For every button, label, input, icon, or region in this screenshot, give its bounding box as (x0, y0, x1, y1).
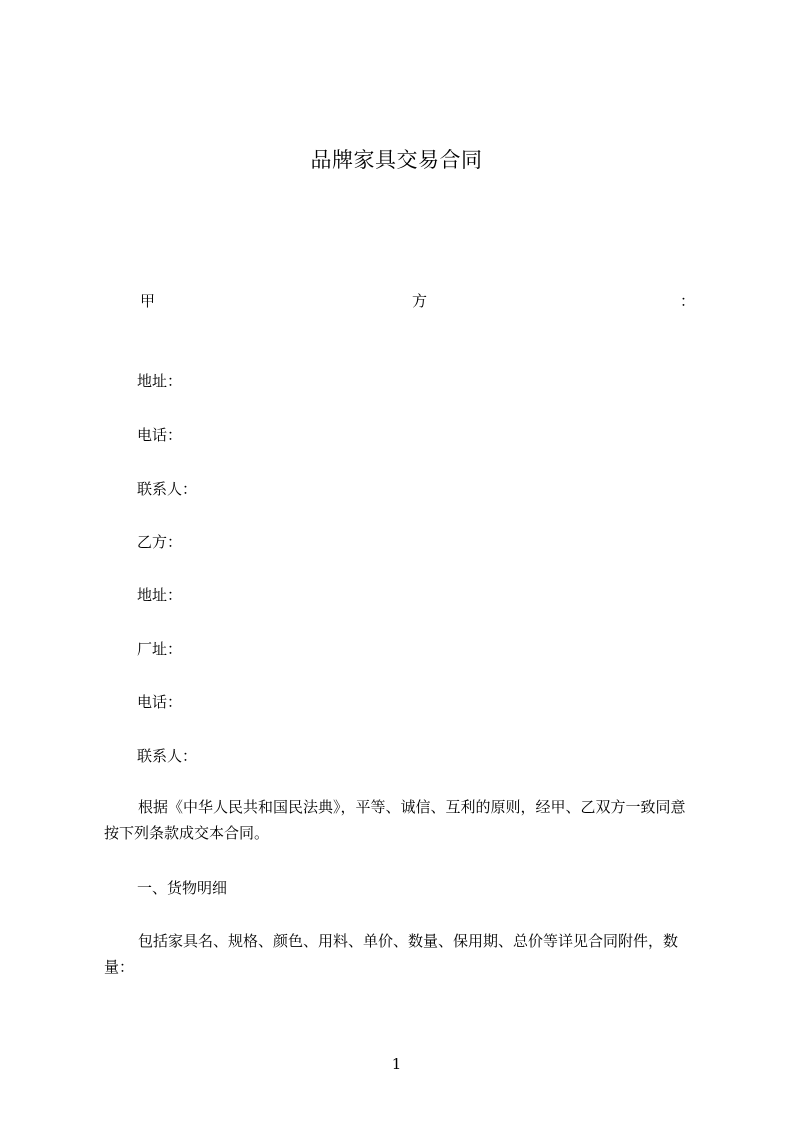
party-b-contact: 联系人： (137, 747, 198, 765)
party-a-contact: 联系人： (137, 480, 198, 498)
party-a-line (140, 290, 695, 312)
intro-paragraph: 根据《中华人民共和国民法典》，平等、诚信、互利的原则，经甲、乙双方一致同意按下列条款成交本合同。 (104, 798, 686, 842)
party-a-phone: 电话： (137, 426, 183, 444)
party-a-address: 地址： (137, 372, 183, 390)
party-b-phone: 电话： (137, 693, 183, 711)
document-title: 品牌家具交易合同 (310, 148, 483, 172)
party-b-address: 地址： (137, 586, 183, 604)
section-1-heading: 一、货物明细 (137, 879, 228, 897)
section-1-paragraph: 包括家具名、规格、颜色、用料、单价、数量、保用期、总价等详见合同附件，数量： (104, 932, 679, 976)
party-b-label: 乙方： (137, 533, 183, 551)
page-number: 1 (391, 1055, 402, 1073)
party-b-factory-address: 厂址： (137, 640, 183, 658)
party-a-char-1: 甲 (140, 292, 156, 310)
party-a-colon: ： (679, 292, 695, 310)
party-a-char-2: 方 (412, 292, 428, 310)
